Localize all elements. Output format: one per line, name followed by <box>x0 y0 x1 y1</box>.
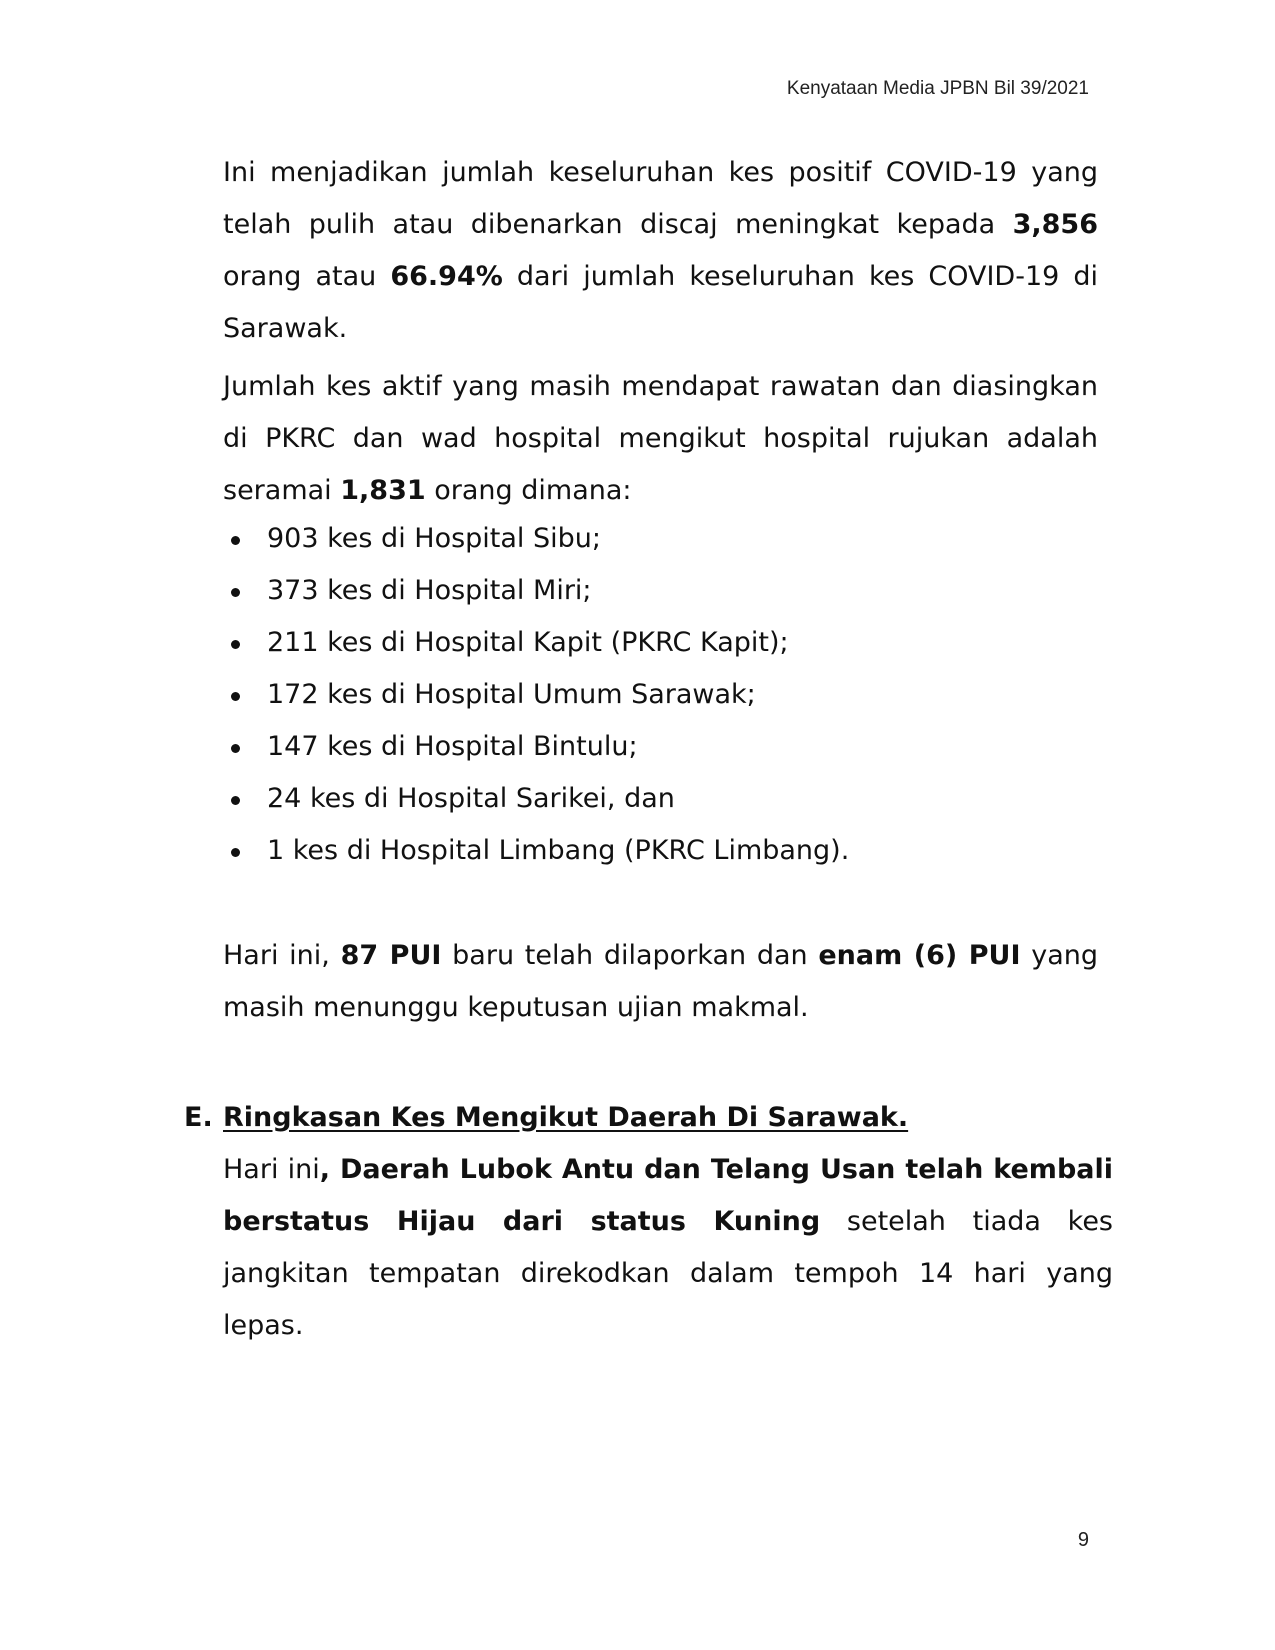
document-header: Kenyataan Media JPBN Bil 39/2021 <box>786 78 1089 99</box>
bullet-icon <box>231 692 240 701</box>
list-item <box>223 513 1098 565</box>
bullet-icon <box>231 588 240 597</box>
text-segment: yang masih menunggu keputusan ujian makmal. <box>223 940 1098 1023</box>
list-item <box>223 565 1098 617</box>
section-letter: E. <box>184 1102 213 1133</box>
text-segment: Hari ini <box>223 1154 320 1185</box>
list-item-text: 903 kes di Hospital Sibu; <box>267 523 602 554</box>
text-segment: orang dimana: <box>425 475 632 506</box>
bullet-icon <box>231 640 240 649</box>
list-item-text: 211 kes di Hospital Kapit (PKRC Kapit); <box>267 627 789 658</box>
list-item-text: 147 kes di Hospital Bintulu; <box>267 731 638 762</box>
bullet-icon <box>231 848 240 857</box>
list-item <box>223 773 1098 825</box>
bullet-icon <box>231 796 240 805</box>
list-item-text: 373 kes di Hospital Miri; <box>267 575 592 606</box>
paragraph-active-cases <box>223 361 1098 517</box>
active-case-count: 1,831 <box>340 475 426 506</box>
text-segment: orang atau <box>223 261 391 292</box>
recovered-count: 3,856 <box>1012 209 1098 240</box>
text-segment: Hari ini, <box>223 940 341 971</box>
list-item-text: 172 kes di Hospital Umum Sarawak; <box>267 679 756 710</box>
pending-pui-count: enam (6) PUI <box>818 940 1021 971</box>
paragraph-recovered-cases <box>223 147 1098 355</box>
hospital-case-list <box>223 513 1098 877</box>
list-item-text: 1 kes di Hospital Limbang (PKRC Limbang). <box>267 835 850 866</box>
list-item <box>223 669 1098 721</box>
page-number: 9 <box>1077 1529 1089 1551</box>
list-item-text: 24 kes di Hospital Sarikei, dan <box>267 783 675 814</box>
list-item <box>223 825 1098 877</box>
new-pui-count: 87 PUI <box>340 940 442 971</box>
list-item <box>223 721 1098 773</box>
recovered-percentage: 66.94% <box>390 261 503 292</box>
section-title: Ringkasan Kes Mengikut Daerah Di Sarawak. <box>223 1102 909 1133</box>
bullet-icon <box>231 536 240 545</box>
text-segment: Jumlah kes aktif yang masih mendapat rawatan dan diasingkan di PKRC dan wad hospital mengikut hospital rujukan adalah seramai <box>223 371 1098 506</box>
text-segment: setelah tiada kes jangkitan tempatan direkodkan dalam tempoh 14 hari yang lepas. <box>223 1206 1113 1341</box>
section-heading <box>184 1092 908 1144</box>
paragraph-district-status <box>223 1144 1113 1352</box>
list-item <box>223 617 1098 669</box>
text-segment: Ini menjadikan jumlah keseluruhan kes positif COVID-19 yang telah pulih atau dibenarkan discaj meningkat kepada <box>223 157 1098 240</box>
district-status-highlight: , Daerah Lubok Antu dan Telang Usan telah kembali berstatus Hijau dari status Kuning <box>223 1154 1113 1237</box>
text-segment: baru telah dilaporkan dan <box>441 940 819 971</box>
text-segment: dari jumlah keseluruhan kes COVID-19 di Sarawak. <box>223 261 1099 344</box>
bullet-icon <box>231 744 240 753</box>
paragraph-pui <box>223 930 1098 1034</box>
